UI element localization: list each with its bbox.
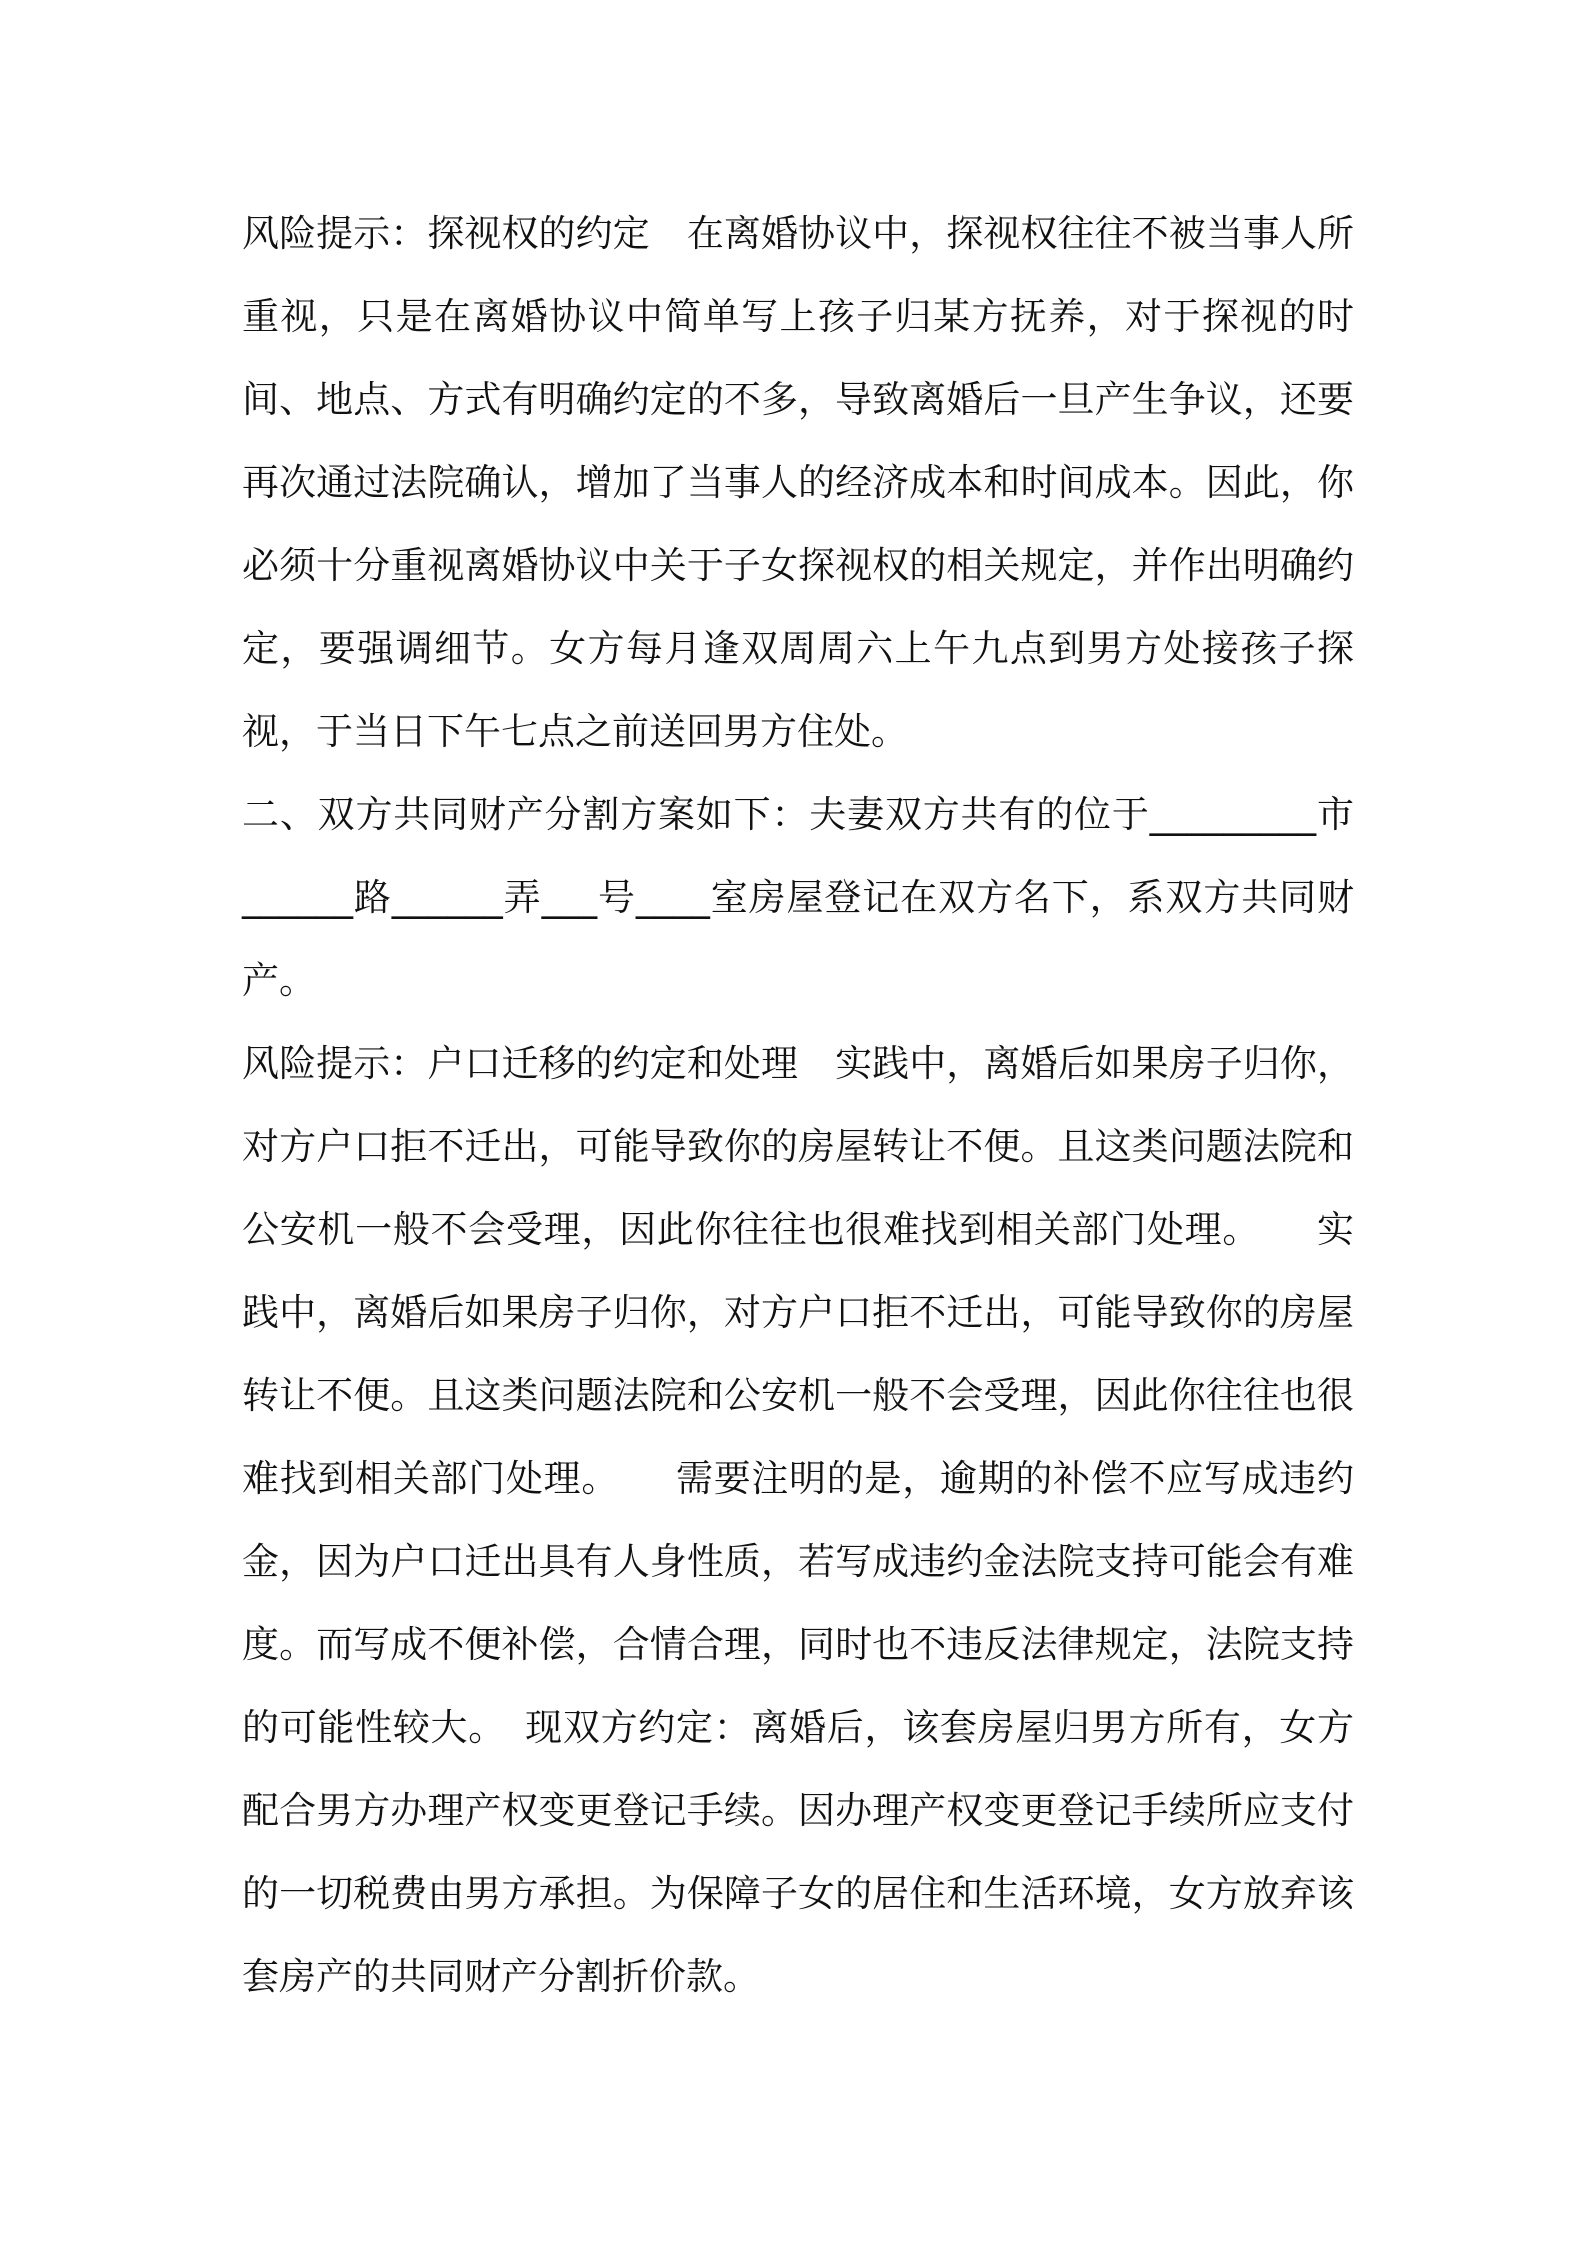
paragraph-visitation-rights: 风险提示：探视权的约定 在离婚协议中，探视权往往不被当事人所重视，只是在离婚协议中简单写上孩子归某方抚养，对于探视的时间、地点、方式有明确约定的不多，导致离婚后一旦产生争议，还要再次通过法院确认，增加了当事人的经济成本和时间成本。因此，你必须十分重视离婚协议中关于子女探视权的相关规定，并作出明确约定，要强调细节。女方每月逢双周周六上午九点到男方处接孩子探视，于当日下午七点之前送回男方住处。 xyxy=(242,212,1354,753)
paragraph-household-registration: 风险提示：户口迁移的约定和处理 实践中，离婚后如果房子归你，对方户口拒不迁出，可能导致你的房屋转让不便。且这类问题法院和公安机一般不会受理，因此你往往也很难找到相关部门处理。 实践中，离婚后如果房子归你，对方户口拒不迁出，可能导致你的房屋转让不便。且这类问题法院和公安机一般不会受理，因此你往往也很难找到相关部门处理。 需要注明的是，逾期的补偿不应写成违约金，因为户口迁出具有人身性质，若写成违约金法院支持可能会有难度。而写成不便补偿，合情合理，同时也不违反法律规定，法院支持的可能性较大。 现双方约定：离婚后，该套房屋归男方所有，女方配合男方办理产权变更登记手续。因办理产权变更登记手续所应支付的一切税费由男方承担。为保障子女的居住和生活环境，女方放弃该套房产的共同财产分割折价款。 xyxy=(242,1042,1354,1998)
paragraph-property-division: 二、双方共同财产分割方案如下：夫妻双方共有的位于_________市______路______弄___号____室房屋登记在双方名下，系双方共同财产。 xyxy=(242,793,1354,1002)
document-body xyxy=(242,192,1354,2018)
